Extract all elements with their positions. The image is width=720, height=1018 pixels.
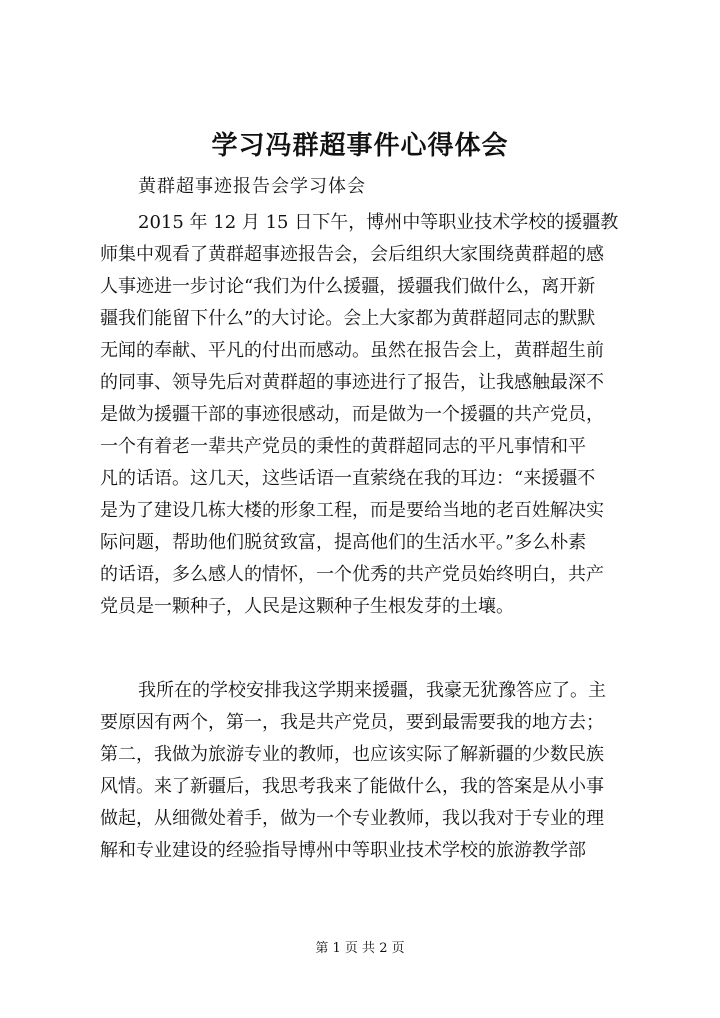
paragraph-1-line: 疆我们能留下什么”的大讨论。会上大家都为黄群超同志的默默 xyxy=(100,308,596,329)
page-footer: 第 1 页 共 2 页 xyxy=(315,941,405,956)
paragraph-2-line: 第二，我做为旅游专业的教师，也应该实际了解新疆的少数民族 xyxy=(100,744,604,765)
paragraph-1-line: 无闻的奉献、平凡的付出而感动。虽然在报告会上，黄群超生前 xyxy=(100,340,604,361)
paragraph-2-line: 要原因有两个，第一，我是共产党员，要到最需要我的地方去； xyxy=(100,712,604,733)
paragraph-1-line: 人事迹进一步讨论“我们为什么援疆，援疆我们做什么，离开新 xyxy=(100,276,596,297)
paragraph-1 xyxy=(100,207,635,623)
paragraph-2-line: 我所在的学校安排我这学期来援疆，我豪无犹豫答应了。主 xyxy=(138,680,606,701)
paragraph-1-line: 凡的话语。这几天，这些话语一直萦绕在我的耳边：“来援疆不 xyxy=(100,468,596,489)
paragraph-2-line: 解和专业建设的经验指导博州中等职业技术学校的旅游教学部 xyxy=(100,840,586,861)
paragraph-2 xyxy=(100,675,635,867)
paragraph-1-line: 党员是一颗种子，人民是这颗种子生根发芽的土壤。 xyxy=(100,596,514,617)
document-title: 学习冯群超事件心得体会 xyxy=(211,131,509,161)
paragraph-1-line: 的同事、领导先后对黄群超的事迹进行了报告，让我感触最深不 xyxy=(100,372,604,393)
paragraph-1-line: 是做为援疆干部的事迹很感动，而是做为一个援疆的共产党员， xyxy=(100,404,604,425)
paragraph-2-line: 风情。来了新疆后，我思考我来了能做什么，我的答案是从小事 xyxy=(100,776,604,797)
paragraph-1-line: 师集中观看了黄群超事迹报告会，会后组织大家围绕黄群超的感 xyxy=(100,244,604,265)
paragraph-1-line: 际问题，帮助他们脱贫致富，提高他们的生活水平。”多么朴素 xyxy=(100,532,587,553)
paragraph-2-line: 做起，从细微处着手，做为一个专业教师，我以我对于专业的理 xyxy=(100,808,604,829)
paragraph-1-line: 是为了建设几栋大楼的形象工程，而是要给当地的老百姓解决实 xyxy=(100,500,604,521)
paragraph-1-line: 的话语，多么感人的情怀，一个优秀的共产党员始终明白，共产 xyxy=(100,564,604,585)
paragraph-1-line: 2015 年 12 月 15 日下午，博州中等职业技术学校的援疆教 xyxy=(138,212,619,233)
paragraph-1-line: 一个有着老一辈共产党员的秉性的黄群超同志的平凡事情和平 xyxy=(100,436,586,457)
document-subtitle: 黄群超事迹报告会学习体会 xyxy=(138,176,366,197)
